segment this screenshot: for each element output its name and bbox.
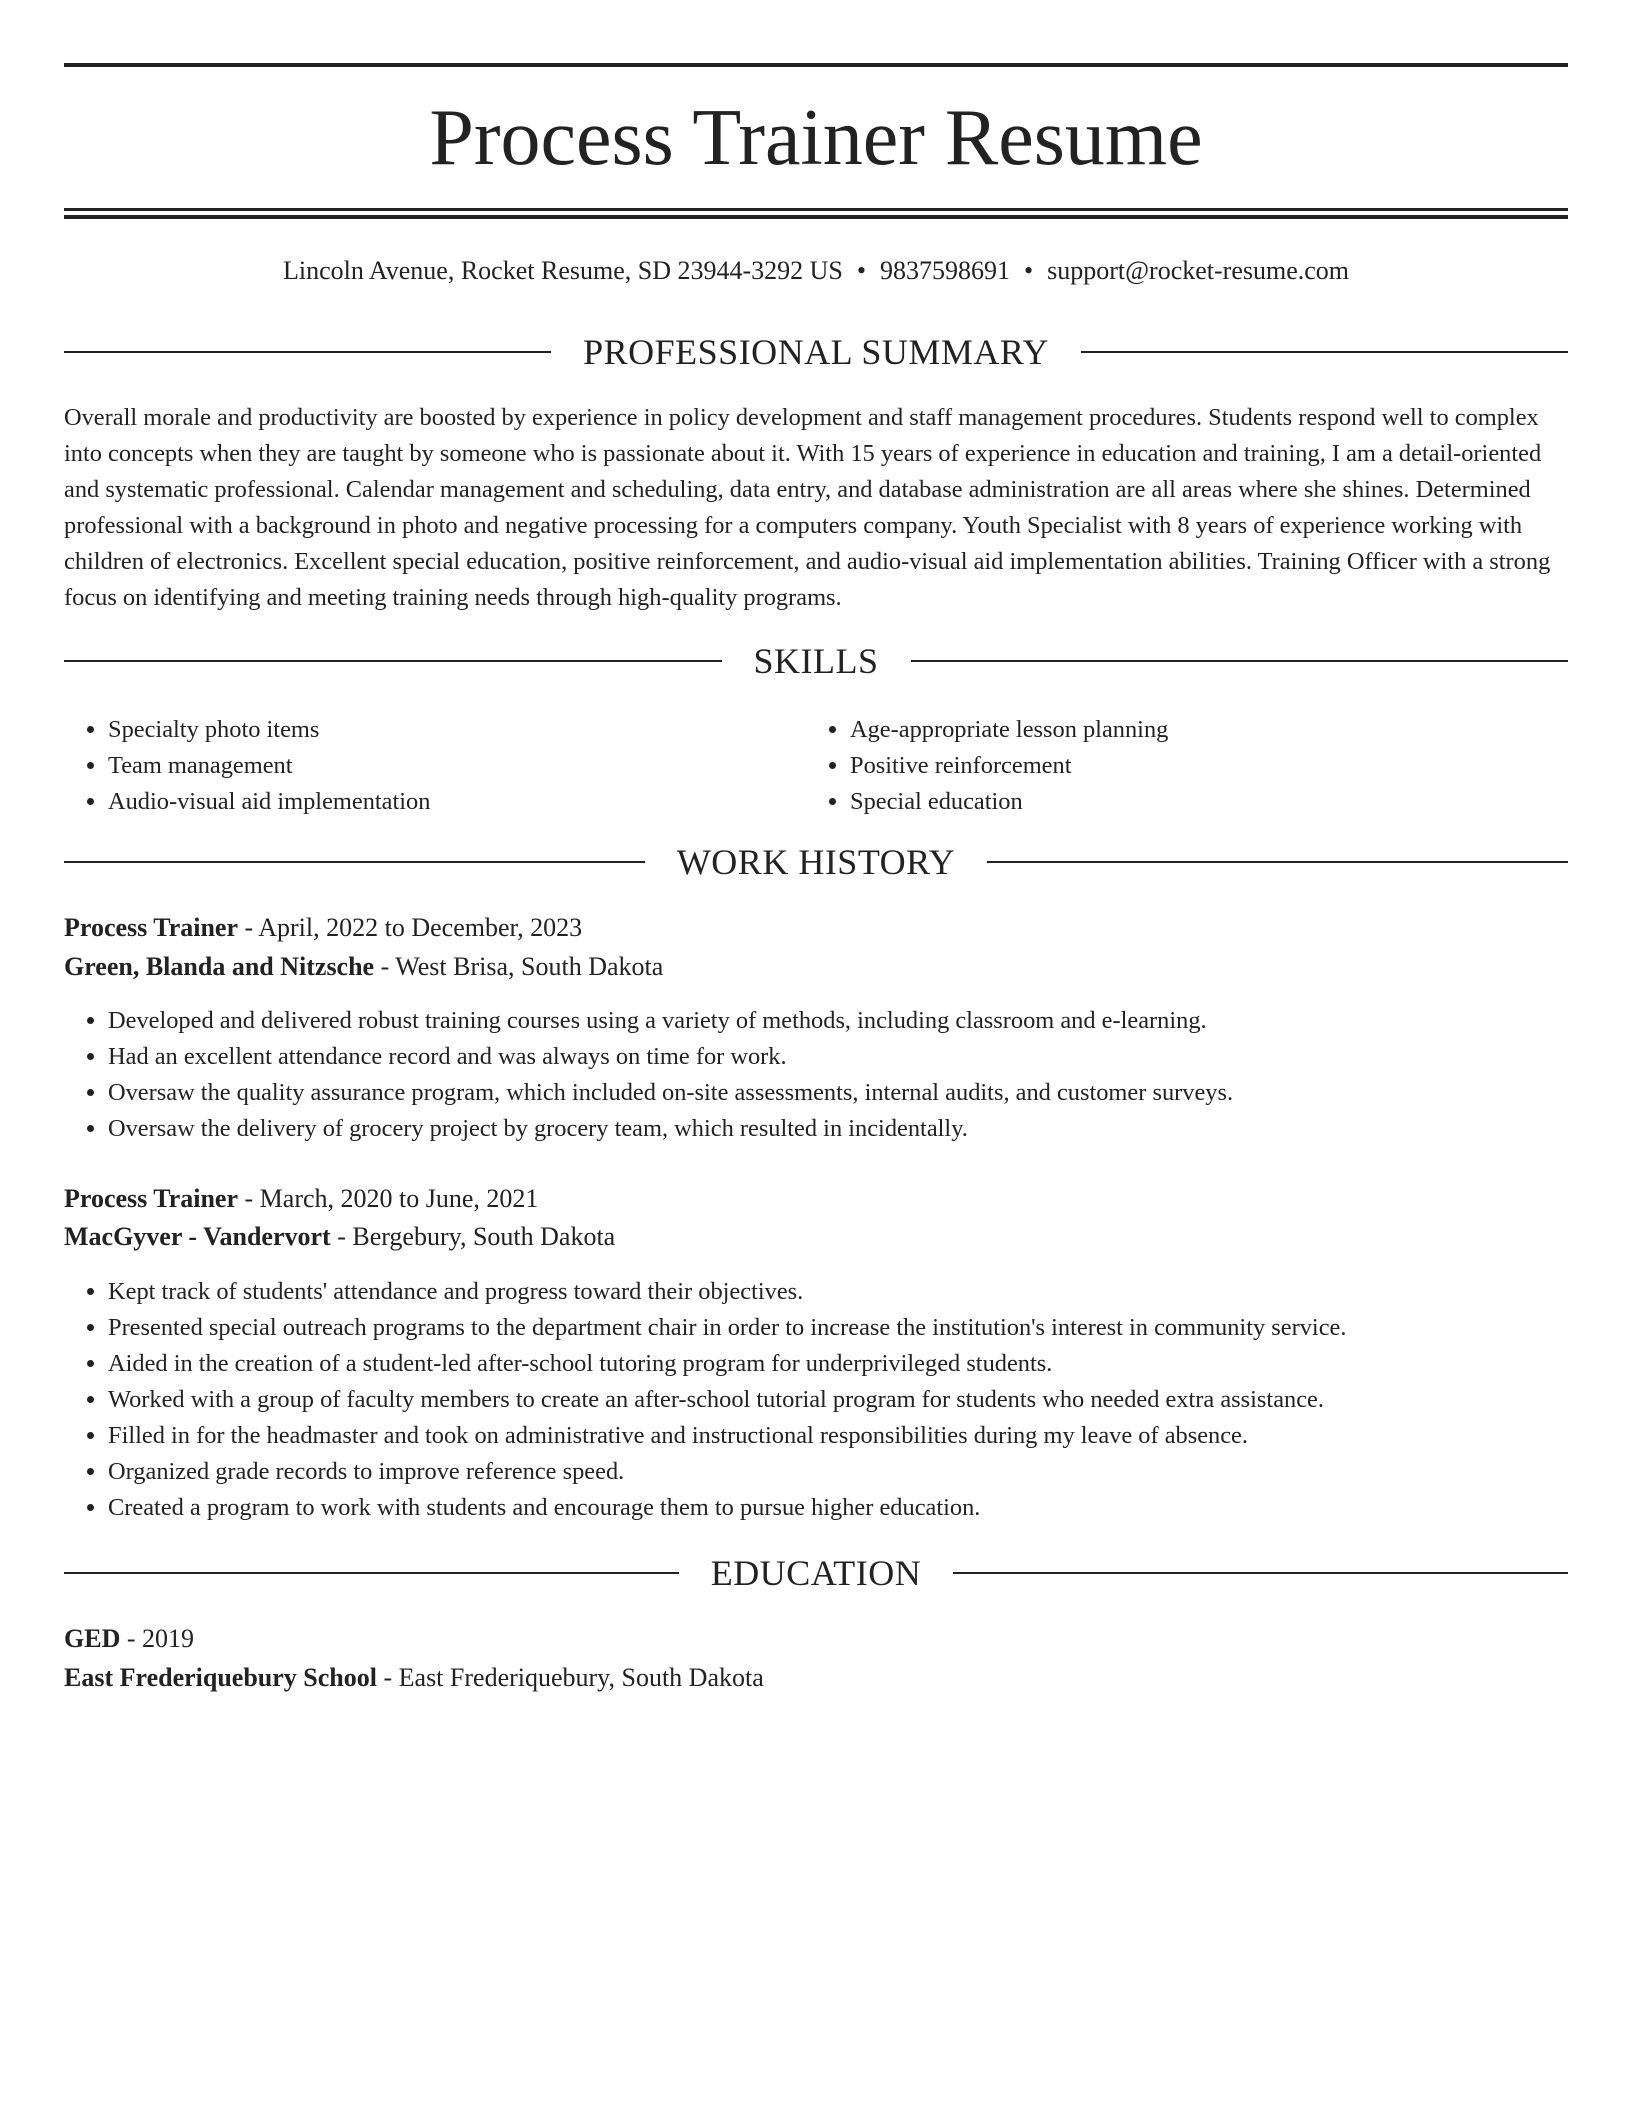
list-item: • Filled in for the headmaster and took on administrative and instructional responsibilities during my leave of absence. — [108, 1418, 1568, 1454]
heading-rule — [64, 1572, 679, 1574]
employer-location: - Bergebury, South Dakota — [330, 1222, 616, 1251]
job-dates: - April, 2022 to December, 2023 — [238, 913, 583, 942]
school-location: - East Frederiquebury, South Dakota — [376, 1663, 764, 1692]
list-item: • Kept track of students' attendance and progress toward their objectives. — [108, 1274, 1568, 1310]
skill-item: • Age-appropriate lesson planning — [850, 712, 1610, 748]
title-rule-upper — [64, 208, 1568, 211]
heading-rule — [64, 861, 645, 863]
contact-address: Lincoln Avenue, Rocket Resume, SD 23944-3292 US — [282, 256, 843, 285]
title-rule-lower — [64, 215, 1568, 219]
contact-email: support@rocket-resume.com — [1047, 256, 1350, 285]
list-item: • Had an excellent attendance record and was always on time for work. — [108, 1039, 1568, 1075]
skills-heading — [64, 638, 1568, 684]
list-item: • Worked with a group of faculty members to create an after-school tutorial program for students who needed extra assistance. — [108, 1382, 1568, 1418]
job-dates: - March, 2020 to June, 2021 — [238, 1184, 539, 1213]
employer-line — [64, 950, 1568, 984]
contact-line — [64, 254, 1568, 288]
school-line — [64, 1661, 1568, 1695]
list-item: • Presented special outreach programs to the department chair in order to increase the institution's interest in community service. — [108, 1310, 1568, 1346]
employer-name: Green, Blanda and Nitzsche — [64, 952, 375, 981]
school-name: East Frederiquebury School — [64, 1663, 377, 1692]
heading-rule — [953, 1572, 1568, 1574]
skill-item: • Audio-visual aid implementation — [108, 784, 808, 820]
job-title: Process Trainer — [64, 1184, 239, 1213]
skill-item: • Team management — [108, 748, 808, 784]
job-title: Process Trainer — [64, 913, 239, 942]
list-item: • Organized grade records to improve reference speed. — [108, 1454, 1568, 1490]
degree-year: - 2019 — [120, 1624, 195, 1653]
job-bullets — [64, 1274, 1568, 1526]
list-item: • Created a program to work with students and encourage them to pursue higher education. — [108, 1490, 1568, 1526]
skills-list-right — [806, 712, 1610, 820]
skill-item: • Special education — [850, 784, 1610, 820]
top-rule — [64, 63, 1568, 67]
section-title: EDUCATION — [710, 1553, 922, 1593]
section-title: SKILLS — [753, 641, 879, 681]
heading-rule — [1081, 351, 1568, 353]
summary-text: Overall morale and productivity are boosted by experience in policy development and staff management procedures. Students respond well to complex into concepts when they are taught by someone who is passionate about it. With 15 years of experience in education and training, I am a detail-oriented and systematic professional. Calendar management and scheduling, data entry, and database administration are all areas where she shines. Determined professional with a background in photo and negative processing for a computers company. Youth Specialist with 8 years of experience working with children of electronics. Excellent special education, positive reinforcement, and audio-visual aid implementation abilities. Training Officer with a strong focus on identifying and meeting training needs through high-quality programs. — [64, 404, 1551, 611]
skill-item: • Specialty photo items — [108, 712, 808, 748]
heading-rule — [987, 861, 1568, 863]
skill-item: • Positive reinforcement — [850, 748, 1610, 784]
work-heading — [64, 839, 1568, 885]
education-heading — [64, 1550, 1568, 1596]
employer-line — [64, 1220, 1568, 1254]
skills-list-left — [64, 712, 808, 820]
heading-rule — [911, 660, 1569, 662]
heading-rule — [64, 660, 722, 662]
job-title-line — [64, 1182, 1568, 1216]
contact-separator: • — [1023, 256, 1034, 285]
employer-location: - West Brisa, South Dakota — [374, 952, 664, 981]
contact-separator: • — [856, 256, 866, 285]
employer-name: MacGyver - Vandervort — [64, 1222, 331, 1251]
contact-phone: 9837598691 — [879, 256, 1010, 285]
section-title: PROFESSIONAL SUMMARY — [583, 332, 1049, 372]
page-title: Process Trainer Resume — [429, 94, 1203, 182]
summary-heading — [64, 329, 1568, 375]
degree-name: GED — [64, 1624, 121, 1653]
section-title: WORK HISTORY — [676, 842, 956, 882]
list-item: • Developed and delivered robust training courses using a variety of methods, including classroom and e-learning. — [108, 1003, 1568, 1039]
degree-line — [64, 1622, 1568, 1656]
list-item: • Oversaw the delivery of grocery project by grocery team, which resulted in incidentally. — [108, 1111, 1568, 1147]
job-bullets — [64, 1003, 1568, 1147]
list-item: • Oversaw the quality assurance program, which included on-site assessments, internal audits, and customer surveys. — [108, 1075, 1568, 1111]
job-title-line — [64, 911, 1568, 945]
list-item: • Aided in the creation of a student-led after-school tutoring program for underprivileged students. — [108, 1346, 1568, 1382]
heading-rule — [64, 351, 551, 353]
